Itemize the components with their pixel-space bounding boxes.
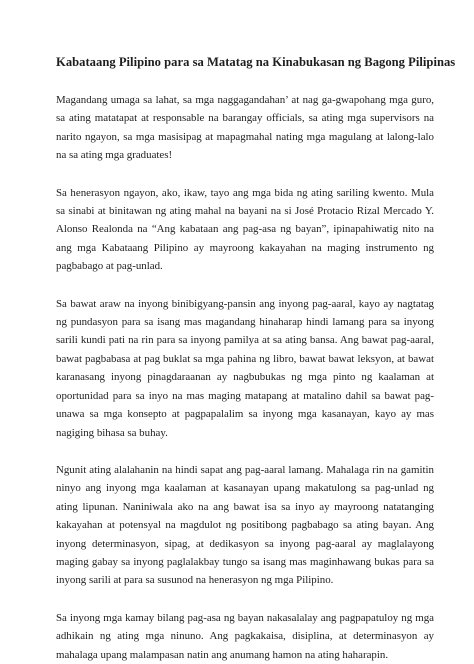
paragraph-hope: Sa inyong mga kamay bilang pag-asa ng bayan nakasalalay ang pagpapatuloy ng mga adhikain ng ating mga ninuno. Ang pagkakaisa, disiplina, at determinasyon ay mahalaga upang malampasan natin ang anumang hamon na ating haharapin. bbox=[56, 611, 434, 661]
document-title: Kabataang Pilipino para sa Matatag na Kinabukasan ng Bagong Pilipinas bbox=[56, 55, 456, 69]
paragraph-education: Sa bawat araw na inyong binibigyang-pansin ang inyong pag-aaral, kayo ay nagtatag ng pundasyon para sa isang mas magandang hinaharap hindi lamang para sa inyong sarili kundi pati na rin para sa inyong pamilya at sa ating bansa. Ang bawat pag-aaral, bawat pagbabasa at pag buklat sa mga pahina ng libro, bawat bawat leksyon, at bawat karanasang inyong pinagdaraanan ay nagbubukas ng mga pinto ng kaalaman at oportunidad para sa inyo na mas maging matapang at matalino dahil sa bawat pag-unawa sa mga konsepto at pagpapalalim sa inyong mga kasanayan, kayo ay mas nagiging bihasa sa buhay. bbox=[56, 297, 434, 439]
paragraph-generation: Sa henerasyon ngayon, ako, ikaw, tayo ang mga bida ng ating sariling kwento. Mula sa sinabi at binitawan ng ating mahal na bayani na si José Protacio Rizal Mercado Y. Alonso Realonda na “Ang kabataan ang pag-asa ng bayan”, ipinapahiwatig nito na ang mga Kabataang Pilipino ay mayroong kakayahan na maging instrumento ng pagbabago at pag-unlad. bbox=[56, 186, 434, 273]
paragraph-society: Ngunit ating alalahanin na hindi sapat ang pag-aaral lamang. Mahalaga rin na gamitin ninyo ang inyong mga kaalaman at kasanayan upang makatulong sa pag-unlad ng ating lipunan. Naniniwala ako na ang bawat isa sa inyo ay mayroong natatanging kakayahan at potensyal na magdulot ng positibong pagbabago sa ating bayan. Ang inyong determinasyon, sipag, at dedikasyon sa inyong pag-aaral ay maglalayong maging gabay sa inyong paglalakbay tungo sa isang mas maginhawang bukas para sa inyong sarili at para sa susunod na henerasyon ng mga Pilipino. bbox=[56, 463, 434, 587]
paragraph-greeting: Magandang umaga sa lahat, sa mga naggagandahan’ at nag ga-gwapohang mga guro, sa ating matatapat at responsable na barangay officials, sa ating mga supervisors na narito ngayon, sa mga masisipag at mapagmahal nating mga magulang at lalong-lalo na sa ating mga graduates! bbox=[56, 94, 434, 162]
